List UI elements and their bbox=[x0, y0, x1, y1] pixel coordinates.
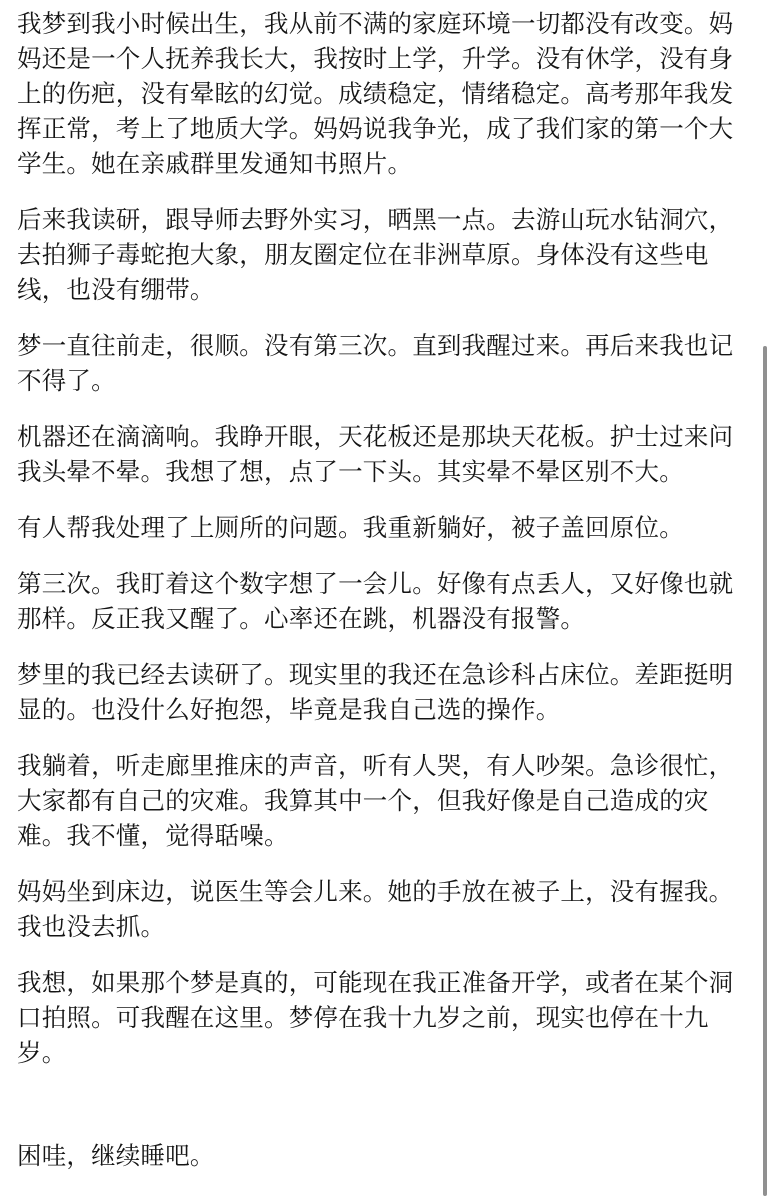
paragraph-hallway: 我躺着，听走廊里推床的声音，听有人哭，有人吵架。急诊很忙，大家都有自己的灾难。我算其中一个，但我好像是自己造成的灾难。我不懂，觉得聒噪。 bbox=[17, 751, 734, 850]
paragraph-mother: 妈妈坐到床边，说医生等会儿来。她的手放在被子上，没有握我。我也没去抓。 bbox=[17, 877, 734, 941]
paragraph-grad-school: 后来我读研，跟导师去野外实习，晒黑一点。去游山玩水钻洞穴，去拍狮子毒蛇抱大象，朋友圈定位在非洲草原。身体没有这些电线，也没有绷带。 bbox=[17, 205, 734, 304]
paragraph-dream-childhood: 我梦到我小时候出生，我从前不满的家庭环境一切都没有改变。妈妈还是一个人抚养我长大，我按时上学，升学。没有休学，没有身上的伤疤，没有晕眩的幻觉。成绩稳定，情绪稳定。高考那年我发挥正常，考上了地质大学。妈妈说我争光，成了我们家的第一个大学生。她在亲戚群里发通知书照片。 bbox=[17, 9, 734, 178]
vertical-scrollbar[interactable] bbox=[763, 346, 767, 1196]
paragraph-bathroom: 有人帮我处理了上厕所的问题。我重新躺好，被子盖回原位。 bbox=[17, 513, 684, 542]
paragraph-dream-vs-reality: 梦里的我已经去读研了。现实里的我还在急诊科占床位。差距挺明显的。也没什么好抱怨，毕竟是我自己选的操作。 bbox=[17, 660, 734, 724]
paragraph-dream-continues: 梦一直往前走，很顺。没有第三次。直到我醒过来。再后来我也记不得了。 bbox=[17, 331, 734, 395]
paragraph-machine-beeping: 机器还在滴滴响。我睁开眼，天花板还是那块天花板。护士过来问我头晕不晕。我想了想，点了一下头。其实晕不晕区别不大。 bbox=[17, 422, 734, 486]
paragraph-if-dream-real: 我想，如果那个梦是真的，可能现在我正准备开学，或者在某个洞口拍照。可我醒在这里。梦停在我十九岁之前，现实也停在十九岁。 bbox=[17, 968, 734, 1067]
closing-line: 困哇，继续睡吧。 bbox=[17, 1141, 215, 1170]
paragraph-third-time: 第三次。我盯着这个数字想了一会儿。好像有点丢人，又好像也就那样。反正我又醒了。心率还在跳，机器没有报警。 bbox=[17, 569, 734, 633]
